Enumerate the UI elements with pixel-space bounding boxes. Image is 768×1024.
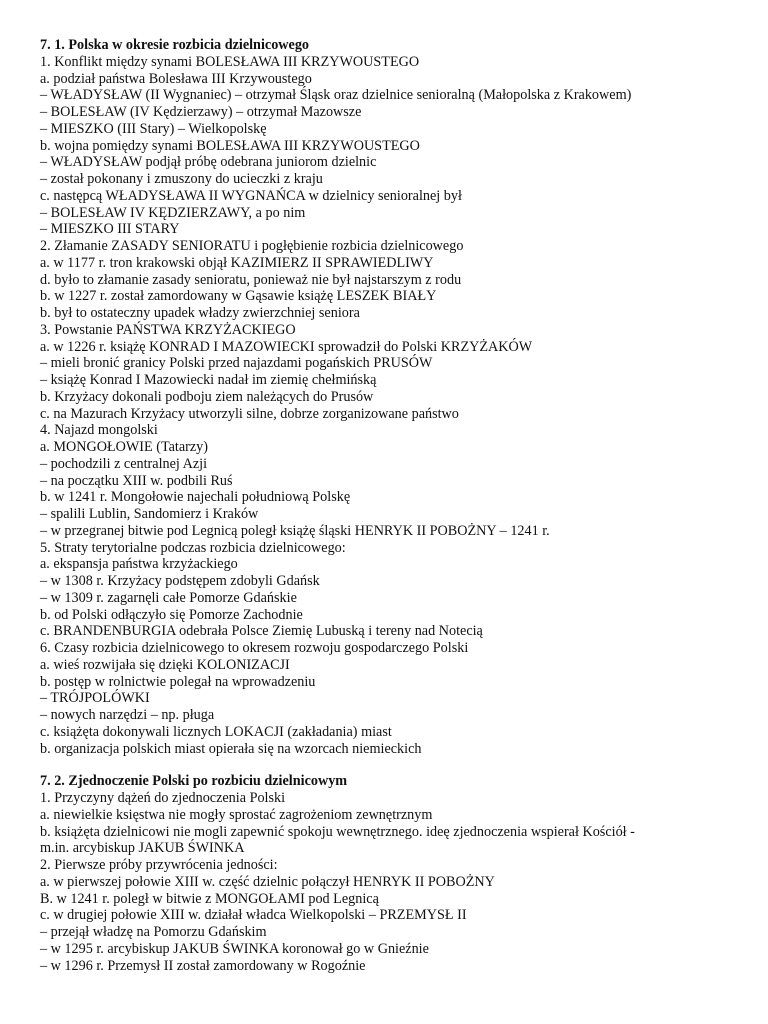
text-line: 2. Pierwsze próby przywrócenia jedności: [40,857,278,873]
text-line: c. BRANDENBURGIA odebrała Polsce Ziemię Lubuską i tereny nad Notecią [40,623,483,640]
text-line: – przejął władzę na Pomorzu Gdańskim [40,924,267,940]
text-line: – na początku XIII w. podbili Ruś [40,472,233,489]
text-line: b. Krzyżacy dokonali podboju ziem należących do Prusów [40,388,374,405]
text-line: – spalili Lublin, Sandomierz i Kraków [40,506,259,522]
text-line: 5. Straty terytorialne podczas rozbicia dzielnicowego: [40,539,346,556]
text-line: a. w 1226 r. książę KONRAD I MAZOWIECKI sprowadził do Polski KRZYŻAKÓW [40,338,533,355]
text-line: a. MONGOŁOWIE (Tatarzy) [40,439,209,455]
text-line: c. na Mazurach Krzyżacy utworzyli silne, dobrze zorganizowane państwo [40,405,459,422]
text-line: – pochodzili z centralnej Azji [40,455,208,472]
text-line: b. organizacja polskich miast opierała się na wzorcach niemieckich [40,740,422,757]
section-heading: 7. 2. Zjednoczenie Polski po rozbiciu dzielnicowym [40,773,348,790]
text-line: c. książęta dokonywali licznych LOKACJI (zakładania) miast [40,723,392,740]
text-line: – MIESZKO (III Stary) – Wielkopolskę [40,120,267,137]
text-line: – w przegranej bitwie pod Legnicą poległ książę śląski HENRYK II POBOŻNY – 1241 r. [40,522,550,539]
text-line: a. podział państwa Bolesława III Krzywoustego [40,70,312,87]
text-line: b. książęta dzielnicowi nie mogli zapewnić spokoju wewnętrznego. ideę zjednoczenia wspierał Kościół - [40,823,635,840]
text-line: d. było to złamanie zasady senioratu, ponieważ nie był najstarszym z rodu [40,271,462,288]
text-line: – w 1295 r. arcybiskup JAKUB ŚWINKA koronował go w Gnieźnie [40,940,429,957]
section-heading: 7. 1. Polska w okresie rozbicia dzielnicowego [40,37,310,53]
text-line: – TRÓJPOLÓWKI [40,690,150,707]
text-line: a. w pierwszej połowie XIII w. część dzielnic połączył HENRYK II POBOŻNY [40,873,495,890]
text-line: – w 1308 r. Krzyżacy podstępem zdobyli Gdańsk [40,573,320,589]
text-line: b. w 1241 r. Mongołowie najechali południową Polskę [40,489,351,506]
text-line: c. następcą WŁADYSŁAWA II WYGNAŃCA w dzielnicy senioralnej był [40,187,462,204]
text-line: b. w 1227 r. został zamordowany w Gąsawie książę LESZEK BIAŁY [40,288,437,305]
text-line: b. był to ostateczny upadek władzy zwierzchniej seniora [40,305,360,321]
text-line: 2. Złamanie ZASADY SENIORATU i pogłębienie rozbicia dzielnicowego [40,238,464,254]
text-line: – został pokonany i zmuszony do ucieczki z kraju [40,171,323,187]
section-7-2 [40,773,728,974]
text-line: a. ekspansja państwa krzyżackiego [40,556,238,573]
text-line: b. od Polski odłączyło się Pomorze Zachodnie [40,606,303,623]
text-line: 4. Najazd mongolski [40,422,158,439]
text-line: – nowych narzędzi – np. pługa [40,707,215,723]
text-line: – MIESZKO III STARY [40,221,180,238]
text-line: – w 1296 r. Przemysł II został zamordowany w Rogoźnie [40,957,366,974]
text-line: c. w drugiej połowie XIII w. działał władca Wielkopolski – PRZEMYSŁ II [40,907,467,924]
section-7-1 [40,37,728,757]
text-line: m.in. arcybiskup JAKUB ŚWINKA [40,840,245,857]
text-line: – mieli bronić granicy Polski przed najazdami pogańskich PRUSÓW [40,355,433,372]
text-line: 3. Powstanie PAŃSTWA KRZYŻACKIEGO [40,321,296,338]
text-line: – WŁADYSŁAW (II Wygnaniec) – otrzymał Śląsk oraz dzielnice senioralną (Małopolska z Krakowem) [40,87,632,104]
text-line: – BOLESŁAW IV KĘDZIERZAWY, a po nim [40,204,306,221]
text-line: b. postęp w rolnictwie polegał na wprowadzeniu [40,673,316,690]
section-body [40,790,728,974]
text-line: 1. Przyczyny dążeń do zjednoczenia Polski [40,790,286,806]
text-line: a. w 1177 r. tron krakowski objął KAZIMIERZ II SPRAWIEDLIWY [40,254,434,271]
text-line: – BOLESŁAW (IV Kędzierzawy) – otrzymał Mazowsze [40,104,362,120]
text-line: a. wieś rozwijała się dzięki KOLONIZACJI [40,656,290,673]
section-body [40,54,728,758]
text-line: – w 1309 r. zagarnęli całe Pomorze Gdańskie [40,589,297,606]
text-line: b. wojna pomiędzy synami BOLESŁAWA III KRZYWOUSTEGO [40,137,420,154]
text-line: 6. Czasy rozbicia dzielnicowego to okresem rozwoju gospodarczego Polski [40,640,469,656]
text-line: 1. Konflikt między synami BOLESŁAWA III KRZYWOUSTEGO [40,53,420,70]
text-line: – WŁADYSŁAW podjął próbę odebrana juniorom dzielnic [40,154,377,171]
text-line: – książę Konrad I Mazowiecki nadał im ziemię chełmińską [40,372,377,388]
text-line: a. niewielkie księstwa nie mogły sprostać zagrożeniom zewnętrznym [40,806,433,823]
text-line: B. w 1241 r. poległ w bitwie z MONGOŁAMI pod Legnicą [40,890,379,907]
